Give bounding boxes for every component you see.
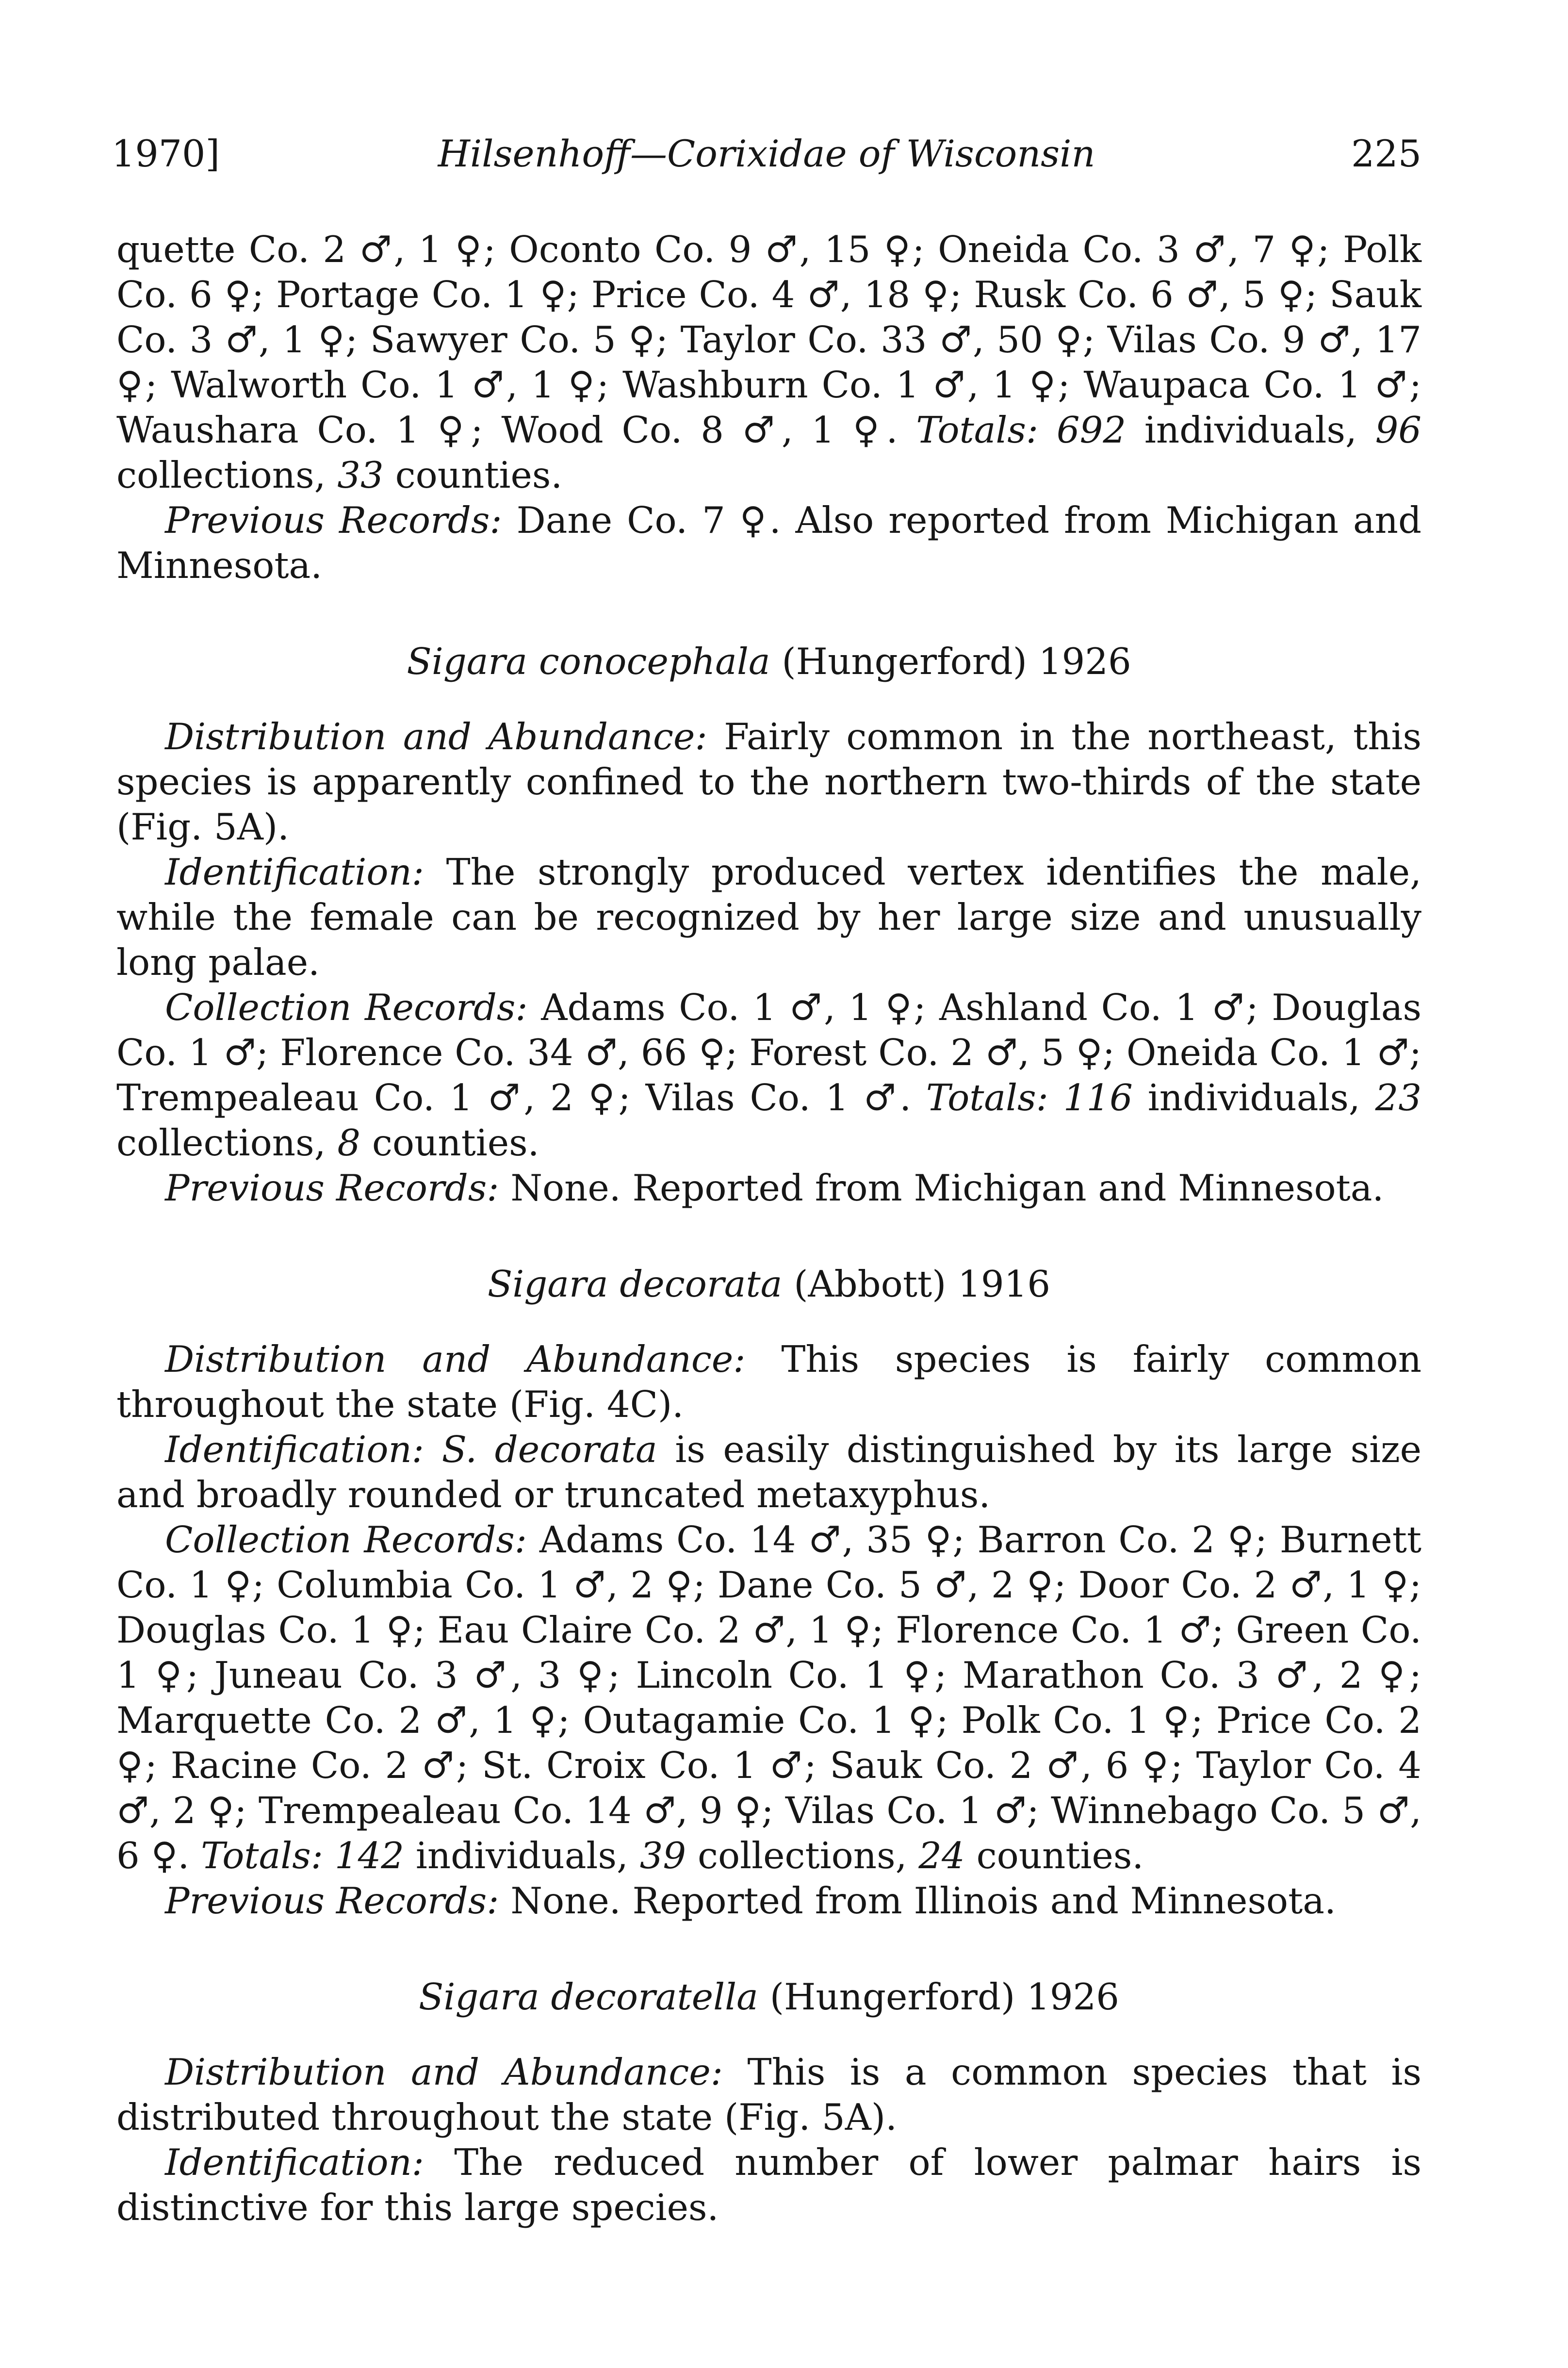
species-heading-conocephala: Sigara conocephala (Hungerford) 1926 (407, 640, 1131, 683)
distribution-paragraph: Distribution and Abundance: This is a common species that is distributed throughout the state (Fig. 5A). (116, 2051, 1422, 2138)
identification-paragraph: Identification: The reduced number of lower palmar hairs is distinctive for this large species. (116, 2141, 1421, 2229)
article-body (116, 227, 1421, 2230)
distribution-paragraph: Distribution and Abundance: Fairly common in the northeast, this species is apparently confined to the northern two-thirds of the state (Fig. 5A). (116, 715, 1421, 848)
continued-collection-records: quette Co. 2 ♂, 1 ♀; Oconto Co. 9 ♂, 15 ♀; Oneida Co. 3 ♂, 7 ♀; Polk Co. 6 ♀; Portage Co. 1 ♀; Price Co. 4 ♂, 18 ♀; Rusk Co. 6 ♂, 5 ♀; Sauk Co. 3 ♂, 1 ♀; Sawyer Co. 5 ♀; Taylor Co. 33 ♂, 50 ♀; Vilas Co. 9 ♂, 17 ♀; Walworth Co. 1 ♂, 1 ♀; Washburn Co. 1 ♂, 1 ♀; Waupaca Co. 1 ♂; Waushara Co. 1 ♀; Wood Co. 8 ♂, 1 ♀. Totals: 692 individuals, 96 collections, 33 counties. (116, 228, 1422, 496)
collection-records-paragraph: Collection Records: Adams Co. 1 ♂, 1 ♀; Ashland Co. 1 ♂; Douglas Co. 1 ♂; Florence Co. 34 ♂, 66 ♀; Forest Co. 2 ♂, 5 ♀; Oneida Co. 1 ♂; Trempealeau Co. 1 ♂, 2 ♀; Vilas Co. 1 ♂. Totals: 116 individuals, 23 collections, 8 counties. (116, 986, 1422, 1164)
volume-year: 1970] (112, 132, 220, 175)
collection-records-paragraph: Collection Records: Adams Co. 14 ♂, 35 ♀; Barron Co. 2 ♀; Burnett Co. 1 ♀; Columbia Co. 1 ♂, 2 ♀; Dane Co. 5 ♂, 2 ♀; Door Co. 2 ♂, 1 ♀; Douglas Co. 1 ♀; Eau Claire Co. 2 ♂, 1 ♀; Florence Co. 1 ♂; Green Co. 1 ♀; Juneau Co. 3 ♂, 3 ♀; Lincoln Co. 1 ♀; Marathon Co. 3 ♂, 2 ♀; Marquette Co. 2 ♂, 1 ♀; Outagamie Co. 1 ♀; Polk Co. 1 ♀; Price Co. 2 ♀; Racine Co. 2 ♂; St. Croix Co. 1 ♂; Sauk Co. 2 ♂, 6 ♀; Taylor Co. 4 ♂, 2 ♀; Trempealeau Co. 14 ♂, 9 ♀; Vilas Co. 1 ♂; Winnebago Co. 5 ♂, 6 ♀. Totals: 142 individuals, 39 collections, 24 counties. (116, 1518, 1421, 1877)
previous-records-paragraph: Previous Records: None. Reported from Michigan and Minnesota. (165, 1167, 1384, 1209)
species-heading-decorata: Sigara decorata (Abbott) 1916 (487, 1263, 1051, 1305)
identification-paragraph: Identification: The strongly produced vertex identifies the male, while the female can be recognized by her large size and unusually long palae. (116, 851, 1421, 984)
distribution-paragraph: Distribution and Abundance: This species is fairly common throughout the state (Fig. 4C). (116, 1338, 1421, 1426)
continued-previous-records: Previous Records: Dane Co. 7 ♀. Also reported from Michigan and Minnesota. (116, 499, 1421, 587)
species-heading-decoratella: Sigara decoratella (Hungerford) 1926 (419, 1975, 1119, 2018)
page-number: 225 (1351, 132, 1421, 175)
running-title: Hilsenhoff—Corixidae of Wisconsin (438, 132, 1095, 175)
previous-records-paragraph: Previous Records: None. Reported from Illinois and Minnesota. (165, 1879, 1336, 1922)
running-header (112, 127, 1421, 181)
identification-paragraph: Identification: S. decorata is easily distinguished by its large size and broadly rounded or truncated metaxyphus. (116, 1428, 1421, 1516)
